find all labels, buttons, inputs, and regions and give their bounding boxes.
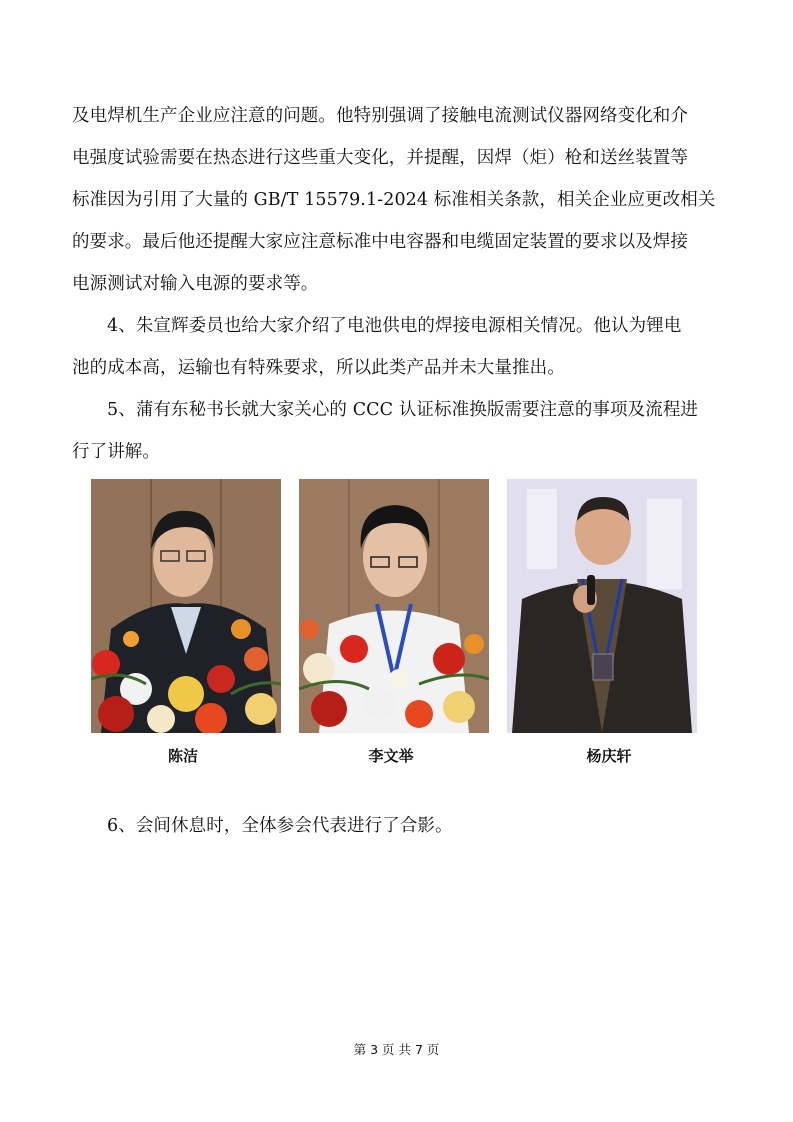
speaker-photo-2 bbox=[299, 479, 489, 733]
paragraph-line: 5、蒲有东秘书长就大家关心的 CCC 认证标准换版需要注意的事项及流程进 bbox=[107, 400, 699, 420]
paragraph-line: 电强度试验需要在热态进行这些重大变化，并提醒，因焊（炬）枪和送丝装置等 bbox=[72, 148, 688, 168]
paragraph-line: 6、会间休息时，全体参会代表进行了合影。 bbox=[107, 816, 453, 836]
photo-caption-3: 杨庆轩 bbox=[586, 747, 632, 765]
paragraph-line: 标准因为引用了大量的 GB/T 15579.1-2024 标准相关条款，相关企业应更改相关 bbox=[72, 190, 716, 210]
paragraph-line: 池的成本高，运输也有特殊要求，所以此类产品并未大量推出。 bbox=[72, 358, 565, 378]
photo-caption-1: 陈洁 bbox=[167, 747, 198, 765]
paragraph-line: 电源测试对输入电源的要求等。 bbox=[72, 274, 319, 294]
paragraph-line: 行了讲解。 bbox=[72, 442, 160, 462]
speaker-photo-1 bbox=[91, 479, 281, 733]
paragraph-line: 的要求。最后他还提醒大家应注意标准中电容器和电缆固定装置的要求以及焊接 bbox=[72, 232, 688, 252]
paragraph-line: 4、朱宣辉委员也给大家介绍了电池供电的焊接电源相关情况。他认为锂电 bbox=[107, 316, 682, 336]
photo-caption-2: 李文举 bbox=[368, 747, 414, 765]
speaker-photo-3 bbox=[507, 479, 697, 733]
page-number: 第 3 页 共 7 页 bbox=[353, 1042, 440, 1057]
paragraph-line: 及电焊机生产企业应注意的问题。他特别强调了接触电流测试仪器网络变化和介 bbox=[72, 106, 688, 126]
